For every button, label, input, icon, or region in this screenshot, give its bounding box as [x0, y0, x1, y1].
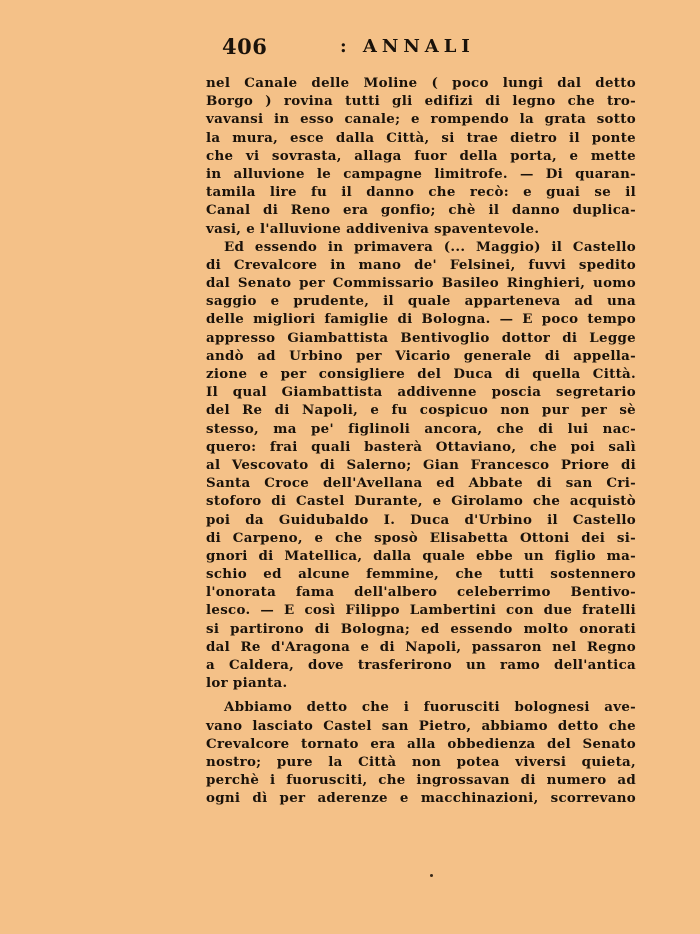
text-line: perchè i fuorusciti, che ingrossavan di numero ad [206, 772, 636, 789]
text-line: delle migliori famiglie di Bologna. — E poco tempo [206, 311, 636, 328]
text-line: la mura, esce dalla Città, si trae dietro il ponte [206, 129, 636, 146]
text-line: ogni dì per aderenze e macchinazioni, scorrevano [206, 790, 636, 807]
text-line: Il qual Giambattista addivenne poscia segretario [206, 384, 636, 401]
text-line: dal Re d'Aragona e di Napoli, passaron nel Regno [206, 638, 636, 655]
text-line: Borgo ) rovina tutti gli edifizi di legno che tro- [206, 93, 636, 110]
page-number: 406 [222, 34, 268, 59]
running-head: : ANNALI [340, 36, 475, 57]
text-line: schio ed alcune femmine, che tutti sostennero [206, 566, 636, 583]
text-line: stoforo di Castel Durante, e Girolamo che acquistò [206, 493, 636, 510]
text-line: vavansi in esso canale; e rompendo la grata sotto [206, 111, 636, 128]
text-line: Canal di Reno era gonfio; chè il danno duplica- [206, 202, 636, 219]
text-line: andò ad Urbino per Vicario generale di appella- [206, 347, 636, 364]
paragraph-start-line: Abbiamo detto che i fuorusciti bolognesi ave- [224, 699, 636, 716]
text-line: Crevalcore tornato era alla obbedienza del Senato [206, 735, 636, 752]
text-line: vano lasciato Castel san Pietro, abbiamo detto che [206, 717, 636, 734]
text-line: poi da Guidubaldo I. Duca d'Urbino il Castello [206, 511, 636, 528]
text-line: lor pianta. [206, 675, 288, 692]
text-line: al Vescovato di Salerno; Gian Francesco Priore di [206, 456, 636, 473]
text-line: stesso, ma pe' figlinoli ancora, che di lui nac- [206, 420, 636, 437]
text-line: si partirono di Bologna; ed essendo molto onorati [206, 620, 636, 637]
text-line: dal Senato per Commissario Basileo Ringhieri, uomo [206, 275, 636, 292]
paragraph-start-line: Ed essendo in primavera (... Maggio) il Castello [224, 238, 636, 255]
text-line: tamila lire fu il danno che recò: e guai se il [206, 184, 636, 201]
text-line: in alluvione le campagne limitrofe. — Di quaran- [206, 165, 636, 182]
text-line: Santa Croce dell'Avellana ed Abbate di san Cri- [206, 475, 636, 492]
text-line: zione e per consigliere del Duca di quella Città. [206, 366, 636, 382]
text-line: di Carpeno, e che sposò Elisabetta Ottoni dei si- [206, 529, 636, 546]
text-line: di Crevalcore in mano de' Felsinei, fuvvi spedito [206, 256, 636, 273]
text-line: a Caldera, dove trasferirono un ramo dell'antica [206, 657, 636, 673]
text-line: che vi sovrasta, allaga fuor della porta, e mette [206, 147, 636, 164]
text-line: del Re di Napoli, e fu cospicuo non pur per sè [206, 402, 636, 419]
text-line: nel Canale delle Moline ( poco lungi dal detto [206, 75, 636, 91]
text-line: nostro; pure la Città non potea viversi quieta, [206, 753, 636, 770]
text-line: vasi, e l'alluvione addiveniva spaventevole. [206, 220, 540, 237]
text-line: appresso Giambattista Bentivoglio dottor di Legge [206, 329, 636, 346]
ink-speck [430, 874, 433, 877]
text-line: l'onorata fama dell'albero celeberrimo Bentivo- [206, 584, 636, 601]
text-line: quero: frai quali basterà Ottaviano, che poi salì [206, 438, 636, 455]
text-line: gnori di Matellica, dalla quale ebbe un figlio ma- [206, 547, 636, 564]
body-text [206, 74, 636, 808]
page-header [222, 34, 482, 64]
text-line: saggio e prudente, il quale apparteneva ad una [206, 293, 636, 310]
text-line: lesco. — E così Filippo Lambertini con due fratelli [206, 602, 636, 619]
